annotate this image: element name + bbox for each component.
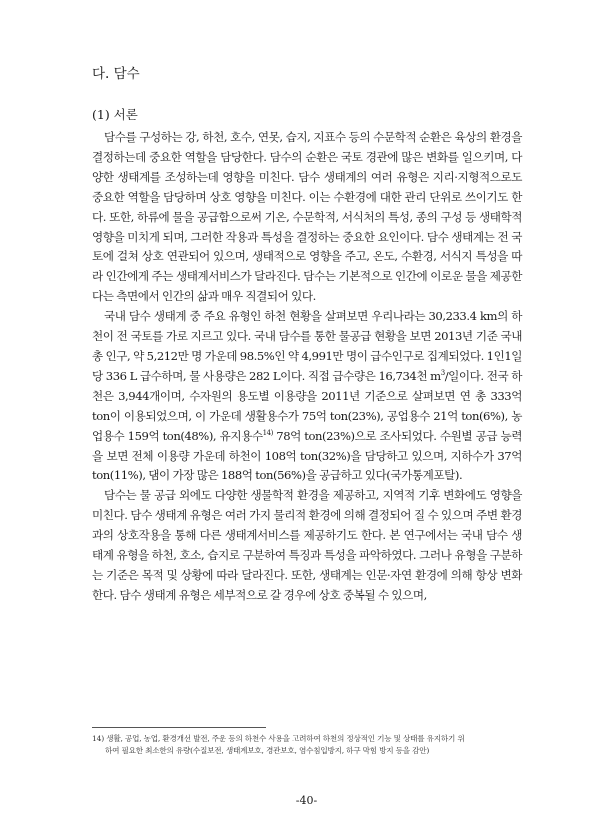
footnote-line-1: 14) 생활, 공업, 농업, 환경개선 발전, 주운 등의 하천수 사용을 고려하여 하천의 정상적인 기능 및 상태를 유지하기 위 bbox=[92, 734, 465, 743]
body-text bbox=[92, 128, 522, 606]
footnote-reference[interactable]: 14) bbox=[262, 428, 273, 437]
paragraph-river-status-part-c: 78억 ton(23%)으로 조사되었다. 수원별 공급 능력을 보면 전체 이용량 가운데 하천이 108억 ton(32%)을 담당하고 있으며, 지하수가 37억 ton(11%), 댐이 가장 많은 188억 ton(56%)을 공급하고 있다(국가통계포탈). bbox=[92, 428, 522, 483]
paragraph-intro: 담수를 구성하는 강, 하천, 호수, 연못, 습지, 지표수 등의 수문학적 순환은 육상의 환경을 결정하는데 중요한 역할을 담당한다. 담수의 순환은 국토 경관에 많은 변화를 일으키며, 다양한 생태계를 조성하는데 영향을 미친다. 담수 생태계의 여러 유형은 지리·지형적으로도 중요한 역할을 담당하며 상호 영향을 미친다. 이는 수환경에 대한 관리 단위로 쓰이기도 한다. 또한, 하류에 물을 공급함으로써 기온, 수문학적, 서식처의 특성, 종의 구성 등 생태학적 영향을 미치게 되며, 그러한 작용과 특성을 결정하는 중요한 요인이다. 담수 생태계는 전 국토에 걸쳐 상호 연관되어 있으며, 생태적으로 영향을 주고, 온도, 수환경, 서식지 특성을 따라 인간에게 주는 생태계서비스가 달라진다. 담수는 기본적으로 인간에 이로운 물을 제공한다는 측면에서 인간의 삶과 매우 직결되어 있다. bbox=[92, 130, 522, 304]
footnote-line-2: 하여 필요한 최소한의 유량(수질보전, 생태계보호, 경관보호, 염수침입방지, 하구 막힘 방지 등을 감안) bbox=[105, 745, 430, 755]
section-title: 다. 담수 bbox=[92, 66, 140, 82]
paragraph-river-status-part-a: 국내 담수 생태계 중 주요 유형인 하천 현황을 살펴보면 우리나라는 30,233.4 km의 하천이 전 국토를 가로 지르고 있다. 국내 담수를 통한 물공급 현황을 보면 2013년 기준 국내 총 인구, 약 5,212만 명 가운데 98.5%인 약 4,991만 명이 급수인구로 집계되었다. 1인1일당 336 L 급수하며, 물 사용량은 282 L이다. 직접 급수량은 16,734천 m bbox=[92, 309, 522, 383]
paragraph-river-status bbox=[92, 307, 522, 486]
footnote-divider bbox=[92, 727, 266, 728]
page-number: -40- bbox=[295, 794, 318, 807]
paragraph-ecosystem-types: 담수는 물 공급 외에도 다양한 생물학적 환경을 제공하고, 지역적 기후 변화에도 영향을 미친다. 담수 생태계 유형은 여러 가지 물리적 환경에 의해 결정되어 질 수 있으며 주변 환경과의 상호작용을 통해 다른 생태계서비스를 제공하기도 한다. 본 연구에서는 국내 담수 생태계 유형을 하천, 호소, 습지로 구분하여 특징과 특성을 파악하였다. 그러나 유형을 구분하는 기준은 목적 및 상황에 따라 달라진다. 또한, 생태계는 인문·자연 환경에 의해 항상 변화한다. 담수 생태계 유형은 세부적으로 갈 경우에 상호 중복될 수 있으며, bbox=[92, 488, 522, 602]
footnote bbox=[92, 733, 522, 756]
subsection-title: (1) 서론 bbox=[92, 107, 138, 122]
paragraph-river-status-part-b: /일이다. 전국 하천은 3,944개이며, 수자원의 용도별 이용량을 2011년 기준으로 살펴보면 연 총 333억 ton이 이용되었으며, 이 가운데 생활용수가 75억 ton(23%), 공업용수 21억 ton(6%), 농업용수 159억 ton(48%), 유지용수 bbox=[92, 368, 522, 443]
cubic-unit-superscript: 3 bbox=[440, 369, 445, 378]
